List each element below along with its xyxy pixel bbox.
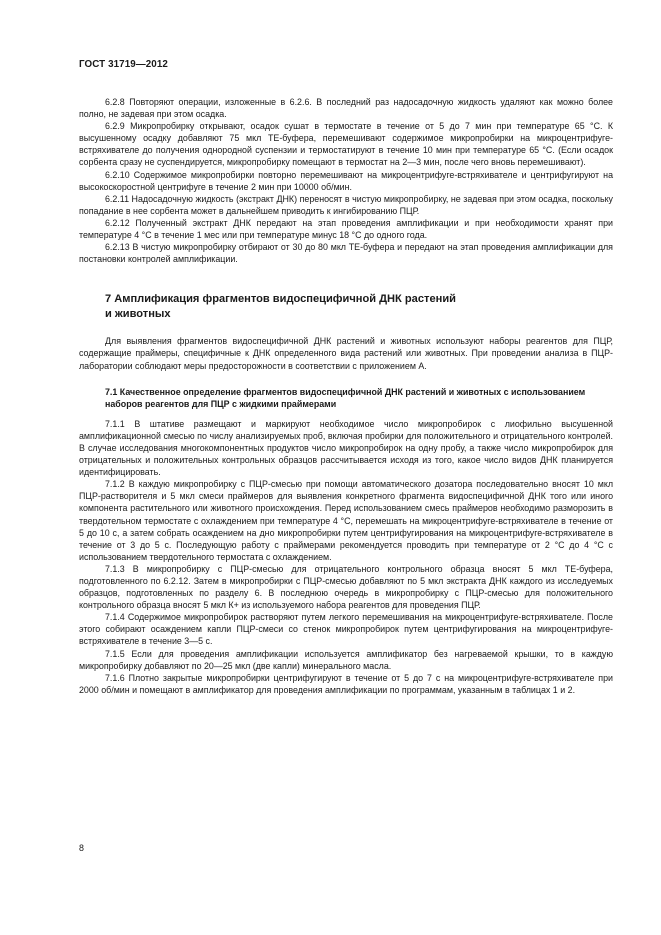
paragraph: 6.2.12 Полученный экстракт ДНК передают на этап проведения амплификации и при необходимости хранят при температуре 4 °С в течение 1 мес или при температуре минус 18 °С до одного года. bbox=[79, 217, 613, 241]
paragraph: 7.1.5 Если для проведения амплификации используется амплификатор без нагреваемой крышки, то в каждую микропробирку добавляют по 20—25 мкл (две капли) минерального масла. bbox=[79, 648, 613, 671]
paragraph: 6.2.9 Микропробирку открывают, осадок сушат в термостате в течение от 5 до 7 мин при температуре 65 °С. К высушенному осадку добавляют 75 мкл ТЕ-буфера, перемешивают содержимое микропробирки на микроцентрифуге-встряхивателе до получения однородной суспензии и термостатируют в течение 10 мин при температуре 65 °С. (Если осадок сорбента сразу не суспендируется, микропробирку помещают в термостат на 2—3 мин, после чего вновь перемешивают). bbox=[79, 121, 613, 168]
document-header: ГОСТ 31719—2012 bbox=[79, 59, 168, 70]
document-body bbox=[79, 96, 613, 696]
paragraph: 6.2.8 Повторяют операции, изложенные в 6.2.6. В последний раз надосадочную жидкость удаляют как можно более полно, не задевая при этом осадка. bbox=[79, 97, 613, 120]
paragraph: 7.1.4 Содержимое микропробирок растворяют путем легкого перемешивания на микроцентрифуге-встряхивателе. После этого собирают осаждением капли ПЦР-смеси со стенок микропробирок путем центрифугирования на микроцентрифуге-встряхивателе в течение 3—5 с. bbox=[79, 612, 613, 647]
paragraph: 7.1.6 Плотно закрытые микропробирки центрифугируют в течение от 5 до 7 с на микроцентрифуге-встряхивателе при 2000 об/мин и помещают в амплификатор для проведения амплификации по программам, указанным в таблицах 1 и 2. bbox=[79, 672, 613, 695]
section-heading-7 bbox=[79, 292, 613, 321]
paragraph: 7.1.3 В микропробирку с ПЦР-смесью для отрицательного контрольного образца вносят 5 мкл ТЕ-буфера, подготовленного по 6.2.12. Затем в микропробирки с ПЦР-смесью добавляют по 5 мкл экстракта ДНК каждого из исследуемых образцов, подготовленных по разделу 6. В последнюю очередь в микропробирку с ПЦР-смесью для положительного контрольного образца вносят 5 мкл К+ из используемого набора реагентов для проведения ПЦР. bbox=[79, 563, 613, 611]
page-number: 8 bbox=[79, 843, 84, 853]
section-intro-paragraph: Для выявления фрагментов видоспецифичной ДНК растений и животных используют наборы реагентов для ПЦР, содержащие праймеры, специфичные к ДНК определенного вида растений или животных. При проведении анализа в ПЦР-лаборатории соблюдают меры предосторожности в соответствии с приложением А. bbox=[79, 336, 613, 371]
section-heading-line: 7 Амплификация фрагментов видоспецифичной ДНК растений bbox=[105, 293, 456, 306]
section-heading-line: и животных bbox=[105, 307, 171, 320]
paragraph-group-7-1 bbox=[79, 418, 613, 696]
paragraph: 7.1.1 В штативе размещают и маркируют необходимое число микропробирок с лиофильно высушенной амплификационной смесью по числу анализируемых проб, включая пробирки для положительного и отрицательного контролей. В случае исследования многокомпонентных продуктов число микропробирок на одну пробу, а также число микропробирок для отрицательных и положительных контрольных образцов рассчитывается исходя из того, какое число видов ДНК планируется идентифицировать. bbox=[79, 418, 613, 478]
paragraph: 6.2.10 Содержимое микропробирки повторно перемешивают на микроцентрифуге-встряхивателе и центрифугируют на высокоскоростной центрифуге в течение 2 мин при 10000 об/мин. bbox=[79, 169, 613, 192]
paragraph: 6.2.13 В чистую микропробирку отбирают от 30 до 80 мкл ТЕ-буфера и передают на этап проведения амплификации для постановки контролей амплификации. bbox=[79, 242, 613, 265]
subsection-heading-7-1: 7.1 Качественное определение фрагментов видоспецифичной ДНК растений и животных с использованием наборов реагентов для ПЦР с жидкими праймерами bbox=[105, 386, 586, 409]
paragraph-group-6-2 bbox=[79, 96, 613, 265]
paragraph: 6.2.11 Надосадочную жидкость (экстракт ДНК) переносят в чистую микропробирку, не задевая при этом осадка, поскольку попадание в нее сорбента может в дальнейшем приводить к ингибированию ПЦР. bbox=[79, 193, 613, 216]
paragraph: 7.1.2 В каждую микропробирку с ПЦР-смесью при помощи автоматического дозатора последовательно вносят 10 мкл ПЦР-растворителя и 5 мкл смеси праймеров для выявления конкретного фрагмента видоспецифичной ДНК того или иного компонента растительного или животного происхождения. Перед использованием смесь праймеров необходимо разморозить в твердотельном термостате с охлаждением при температуре 4 °С, перемешать на микроцентрифуге-встряхивателе в течение от 5 до 10 с, а затем собрать осаждением на дно микропробирки путем центрифугирования на микроцентрифуге-встряхивателе в течение от 3 до 5 с. Последующую работу с праймерами рекомендуется проводить при температуре от 2 °С до 4 °С с использованием твердотельного термостата с охлаждением. bbox=[79, 479, 613, 562]
